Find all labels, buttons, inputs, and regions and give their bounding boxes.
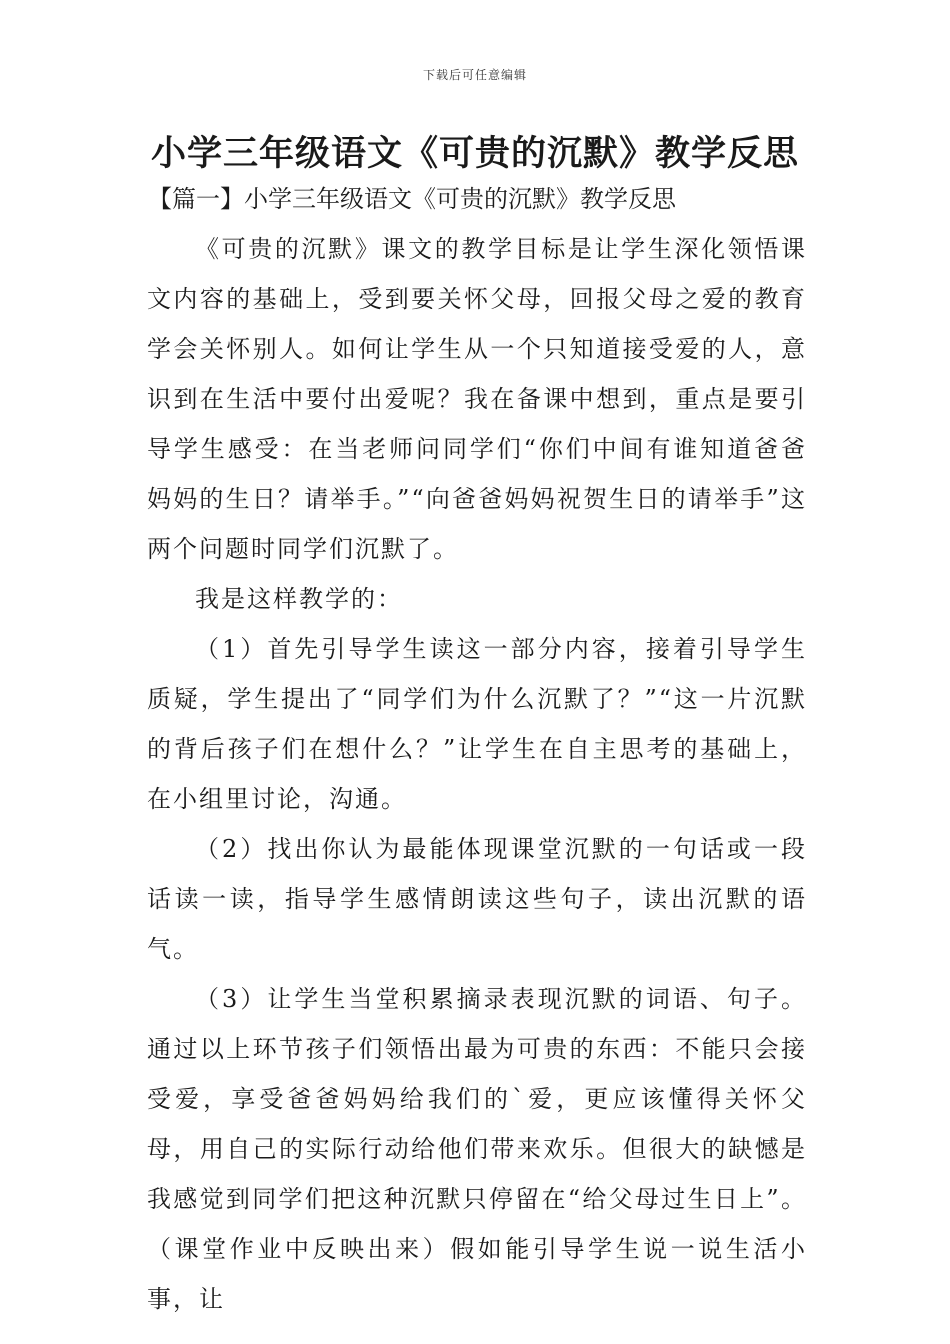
paragraph-step-3: （3）让学生当堂积累摘录表现沉默的词语、句子。通过以上环节孩子们领悟出最为可贵的东西：不能只会接受爱，享受爸爸妈妈给我们的`爱，更应该懂得关怀父母，用自己的实际行动给他们带来欢乐。但很大的缺憾是我感觉到同学们把这种沉默只停留在“给父母过生日上”。（课堂作业中反映出来）假如能引导学生说一说生活小事，让 — [147, 985, 807, 1313]
document-title: 小学三年级语文《可贵的沉默》教学反思 — [150, 134, 799, 174]
document-body — [147, 224, 807, 1324]
paragraph-step-2: （2）找出你认为最能体现课堂沉默的一句话或一段话读一读，指导学生感情朗读这些句子，读出沉默的语气。 — [147, 835, 807, 963]
paragraph-method-intro: 我是这样教学的： — [195, 585, 403, 613]
paragraph-intro: 《可贵的沉默》课文的教学目标是让学生深化领悟课文内容的基础上，受到要关怀父母，回报父母之爱的教育学会关怀别人。如何让学生从一个只知道接受爱的人，意识到在生活中要付出爱呢？我在备课中想到，重点是要引导学生感受：在当老师问同学们“你们中间有谁知道爸爸妈妈的生日？请举手。”“向爸爸妈妈祝贺生日的请举手”这两个问题时同学们沉默了。 — [147, 235, 807, 563]
paragraph-step-1: （1）首先引导学生读这一部分内容，接着引导学生质疑，学生提出了“同学们为什么沉默了？”“这一片沉默的背后孩子们在想什么？”让学生在自主思考的基础上，在小组里讨论，沟通。 — [147, 635, 807, 813]
section-heading: 【篇一】小学三年级语文《可贵的沉默》教学反思 — [148, 185, 676, 213]
page-header-note: 下载后可任意编辑 — [422, 68, 527, 82]
